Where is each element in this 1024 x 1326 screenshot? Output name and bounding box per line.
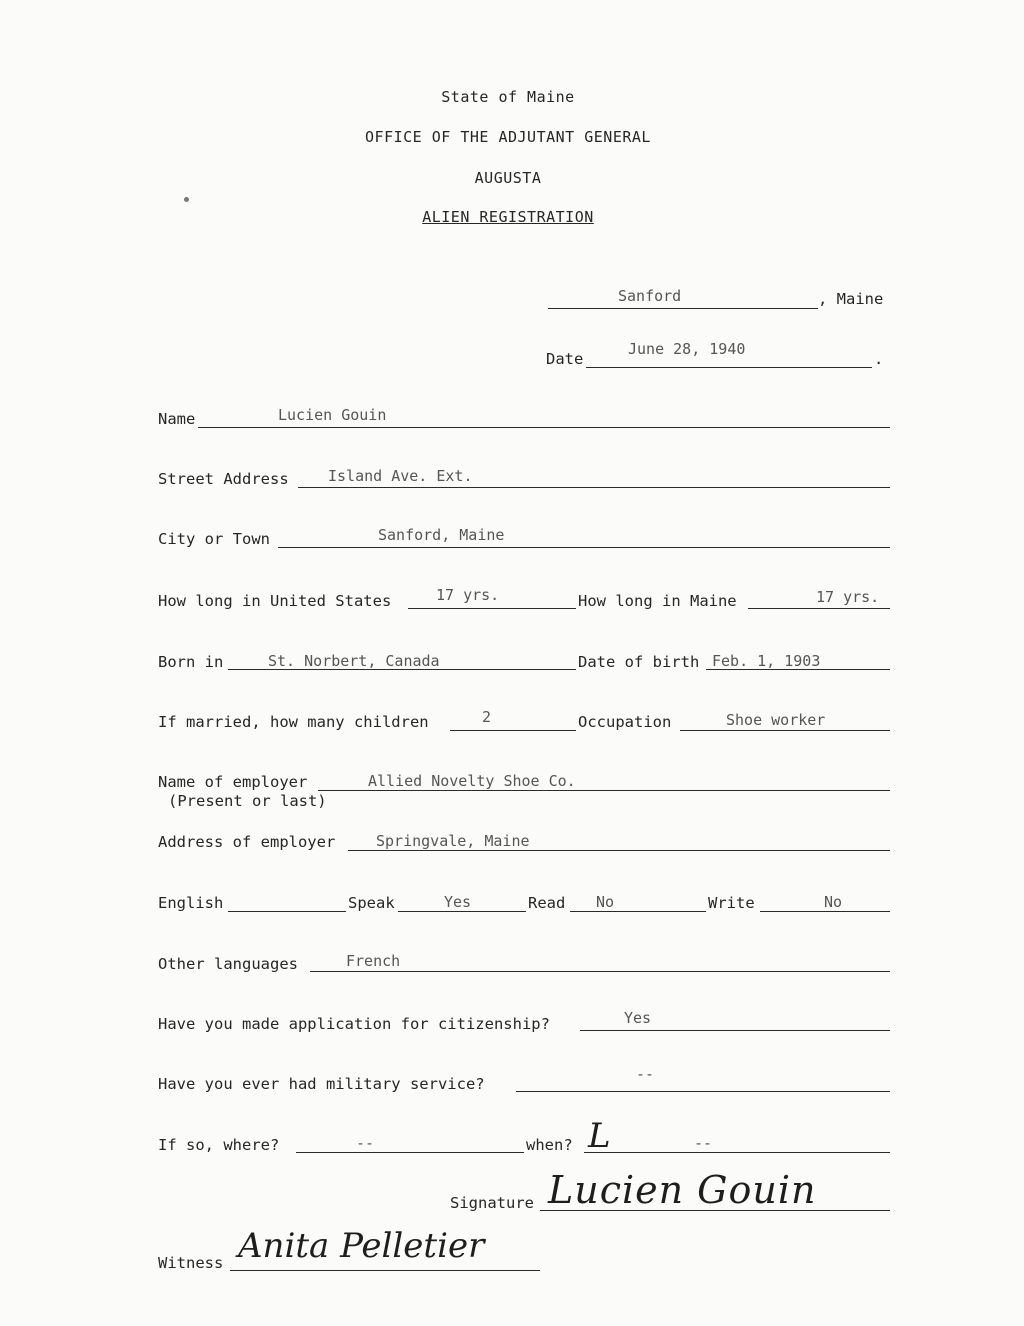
maine-duration-label: How long in Maine (578, 592, 737, 610)
employer-sublabel: (Present or last) (168, 792, 327, 810)
dob-value: Feb. 1, 1903 (712, 652, 821, 670)
speak-value: Yes (444, 893, 472, 911)
speak-label: Speak (348, 894, 395, 912)
place-suffix: , Maine (818, 290, 884, 308)
when-value: -- (694, 1134, 713, 1152)
when-label: when? (526, 1136, 573, 1154)
read-value: No (596, 893, 615, 911)
children-label: If married, how many children (158, 713, 429, 731)
employer-address-line (348, 850, 890, 851)
paper-speck (184, 197, 189, 202)
maine-duration-line (748, 608, 890, 609)
other-languages-line (310, 971, 890, 972)
signature-label: Signature (450, 1194, 534, 1212)
citizenship-value: Yes (624, 1009, 652, 1027)
born-in-value: St. Norbert, Canada (268, 652, 440, 670)
citizenship-label: Have you made application for citizenship? (158, 1015, 550, 1033)
military-value: -- (636, 1065, 655, 1083)
us-duration-label: How long in United States (158, 592, 392, 610)
born-in-line (228, 669, 576, 670)
write-value: No (824, 893, 843, 911)
military-label: Have you ever had military service? (158, 1075, 485, 1093)
read-label: Read (528, 894, 566, 912)
children-line (450, 730, 576, 731)
witness-line (230, 1270, 540, 1271)
place-value: Sanford (618, 287, 682, 305)
english-label: English (158, 894, 224, 912)
name-value: Lucien Gouin (278, 406, 387, 424)
street-value: Island Ave. Ext. (328, 467, 473, 485)
us-duration-value: 17 yrs. (436, 586, 500, 604)
citizenship-line (580, 1030, 890, 1031)
place-line (548, 308, 818, 309)
city-heading: AUGUSTA (474, 169, 542, 187)
where-value: -- (356, 1134, 375, 1152)
employer-value: Allied Novelty Shoe Co. (368, 772, 576, 790)
write-label: Write (708, 894, 755, 912)
write-line (760, 911, 890, 912)
employer-address-label: Address of employer (158, 833, 336, 851)
signature-handwritten: Lucien Gouin (548, 1168, 817, 1212)
read-line (570, 911, 706, 912)
employer-label: Name of employer (158, 773, 308, 791)
city-value: Sanford, Maine (378, 526, 505, 544)
office-heading: OFFICE OF THE ADJUTANT GENERAL (365, 128, 651, 146)
occupation-value: Shoe worker (726, 711, 826, 729)
form-title: ALIEN REGISTRATION (422, 208, 594, 226)
name-label: Name (158, 410, 196, 428)
date-value: June 28, 1940 (628, 340, 746, 358)
where-label: If so, where? (158, 1136, 280, 1154)
military-line (516, 1091, 890, 1092)
signature-line (540, 1210, 890, 1211)
dob-label: Date of birth (578, 653, 700, 671)
name-line (198, 427, 890, 428)
occupation-label: Occupation (578, 713, 672, 731)
born-in-label: Born in (158, 653, 224, 671)
date-label: Date (546, 350, 584, 368)
employer-address-value: Springvale, Maine (376, 832, 530, 850)
occupation-line (680, 730, 890, 731)
date-end: . (874, 350, 884, 368)
dob-line (706, 669, 890, 670)
street-label: Street Address (158, 470, 289, 488)
street-line (298, 487, 890, 488)
children-value: 2 (482, 708, 492, 726)
speak-line (398, 911, 526, 912)
state-heading: State of Maine (441, 88, 575, 106)
other-languages-value: French (346, 952, 401, 970)
initial-mark: L (588, 1116, 611, 1156)
employer-line (318, 790, 890, 791)
other-languages-label: Other languages (158, 955, 298, 973)
city-label: City or Town (158, 530, 270, 548)
city-line (278, 547, 890, 548)
witness-label: Witness (158, 1254, 224, 1272)
english-line (228, 911, 346, 912)
when-line (584, 1152, 890, 1153)
witness-handwritten: Anita Pelletier (238, 1226, 485, 1266)
us-duration-line (408, 608, 576, 609)
where-line (296, 1152, 524, 1153)
maine-duration-value: 17 yrs. (816, 588, 880, 606)
date-line (586, 367, 872, 368)
